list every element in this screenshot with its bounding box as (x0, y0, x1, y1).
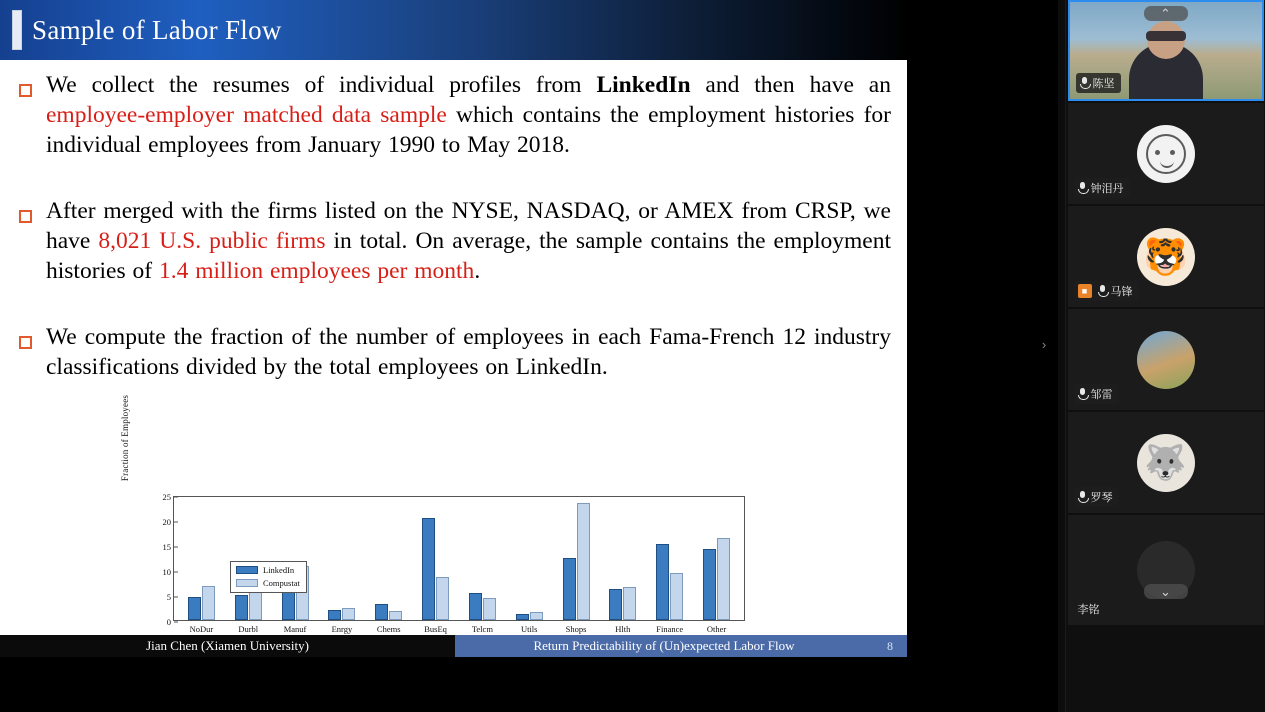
participant-nameplate-3 (1074, 384, 1119, 404)
chart-category-group (601, 497, 645, 634)
bullet-2-seg-5: . (474, 258, 481, 284)
chart-category-group (273, 497, 317, 634)
bullet-1-seg-1: We collect the resumes of individual profiles from (46, 72, 597, 98)
chart-bar (703, 549, 716, 621)
slide-footer (0, 635, 907, 657)
avatar (1137, 434, 1195, 492)
chart-y-tick-label: 15 (162, 542, 171, 552)
chart-x-tick-label: NoDur (189, 624, 214, 634)
chart-bar (422, 518, 435, 621)
chart-y-tick-label: 20 (162, 517, 171, 527)
participant-nameplate-0 (1076, 73, 1121, 93)
chart-category-group (507, 497, 551, 634)
chart-category-group (554, 497, 598, 634)
chart-bar (717, 538, 730, 620)
microphone-icon (1078, 491, 1087, 503)
chart-y-tick-mark (174, 547, 178, 548)
chart-y-tick-label: 0 (166, 617, 171, 627)
bullet-2-seg-1: After merged with the firms listed on the NYSE, NASDAQ, or AMEX from CRSP, we have (46, 198, 891, 254)
chart-bar (577, 503, 590, 621)
legend-entry-compustat (236, 578, 300, 588)
chart-bar (469, 593, 482, 620)
chart-bar (563, 558, 576, 621)
bullet-1-seg-3: and then have an (690, 72, 891, 98)
participant-tile-3[interactable] (1068, 309, 1264, 410)
legend-swatch-icon (236, 579, 258, 587)
chart-x-tick-label: Enrgy (331, 624, 353, 634)
bullet-marker-icon (19, 84, 32, 97)
chart-bar (235, 595, 248, 620)
chart-bar (609, 589, 622, 620)
chart-category-group (460, 497, 504, 634)
participant-name-5: 李铭 (1077, 603, 1100, 616)
participant-name-0: 陈坚 (1092, 77, 1115, 90)
participant-name-2: 马锋 (1110, 285, 1133, 298)
bullet-marker-icon (19, 210, 32, 223)
chart-category-group (179, 497, 223, 634)
chart-x-tick-label: Other (706, 624, 727, 634)
microphone-icon (1078, 182, 1087, 194)
status-badge: ■ (1078, 284, 1092, 298)
legend-entry-linkedin (236, 565, 300, 575)
chart-bar (530, 612, 543, 620)
slide-body (0, 60, 907, 657)
dog-avatar-icon: 🐺 (1144, 443, 1187, 482)
participant-nameplate-2 (1074, 281, 1139, 301)
bullet-2-seg-4: 1.4 million employees per month (158, 258, 475, 284)
bullet-text-1 (46, 70, 891, 160)
chart-category-group (648, 497, 692, 634)
chart-legend (230, 561, 307, 593)
participant-tile-2[interactable] (1068, 206, 1264, 307)
participant-name-1: 钟泪丹 (1090, 182, 1124, 195)
chart-bar (436, 577, 449, 620)
avatar (1137, 331, 1195, 389)
chart-bars-container (174, 497, 744, 634)
chart-category-group (414, 497, 458, 634)
title-accent-block (12, 10, 22, 50)
chart-y-tick-mark (174, 572, 178, 573)
participant-nameplate-5 (1074, 599, 1106, 619)
avatar (1137, 228, 1195, 286)
page-title: Sample of Labor Flow (32, 14, 282, 45)
bullet-2-seg-3: in total. On average, the sample contains the employment histories of (46, 228, 891, 284)
chart-bar (656, 544, 669, 620)
bullet-marker-icon (19, 336, 32, 349)
avatar (1137, 125, 1195, 183)
bullet-item-2 (10, 196, 893, 286)
bullet-3-seg-1: We compute the fraction of the number of employees in each Fama-French 12 industry classifications divided by the total employees on LinkedIn. (46, 324, 891, 380)
chart-bar (516, 614, 529, 621)
participant-tile-4[interactable] (1068, 412, 1264, 513)
scroll-down-icon[interactable]: ⌄ (1144, 584, 1188, 599)
chart-category-group (367, 497, 411, 634)
chart-x-tick-label: Hlth (615, 624, 631, 634)
microphone-icon (1080, 77, 1089, 89)
bullet-1-seg-2: LinkedIn (596, 72, 691, 98)
chart-y-tick-label: 10 (162, 567, 171, 577)
participant-nameplate-1 (1074, 178, 1130, 198)
chart-x-tick-label: Shops (565, 624, 587, 634)
chart-bar (328, 610, 341, 621)
chart-x-tick-label: Finance (656, 624, 684, 634)
participant-tile-5[interactable] (1068, 515, 1264, 625)
chart-bar (188, 597, 201, 620)
chart-y-tick-mark (174, 497, 178, 498)
chart-y-tick-mark (174, 597, 178, 598)
scroll-up-icon[interactable]: ⌃ (1144, 6, 1188, 21)
chart-bar (483, 598, 496, 621)
chart-y-axis-label: Fraction of Employees (120, 394, 130, 482)
chart-bar (389, 611, 402, 621)
bullet-1-seg-5: which contains the employment histories for individual employees from January 1990 to May 2018. (46, 102, 891, 158)
chart-y-tick-label: 5 (166, 592, 171, 602)
bullet-text-3 (46, 322, 891, 382)
chart-category-group (695, 497, 739, 634)
chart-bar (670, 573, 683, 621)
chart-y-tick-label: 25 (162, 492, 171, 502)
chart-bar (375, 604, 388, 621)
bullet-text-2 (46, 196, 891, 286)
participant-name-3: 邹雷 (1090, 388, 1113, 401)
participant-filmstrip[interactable] (1065, 0, 1265, 712)
microphone-icon (1098, 285, 1107, 297)
chart-bar (623, 587, 636, 620)
chart-y-tick-mark (174, 522, 178, 523)
bullet-item-3 (10, 322, 893, 382)
footer-author: Jian Chen (Xiamen University) (0, 635, 455, 657)
chart-plot-area (162, 492, 745, 634)
chart-x-tick-label: BusEq (424, 624, 447, 634)
slide-bottom-strip (0, 657, 907, 682)
participant-nameplate-4 (1074, 487, 1119, 507)
chart-category-group (320, 497, 364, 634)
collapse-panel-button[interactable]: › (1041, 336, 1047, 352)
chart-category-group (226, 497, 270, 634)
bullet-2-seg-2: 8,021 U.S. public firms (98, 228, 326, 254)
legend-swatch-icon (236, 566, 258, 574)
chart-x-tick-label: Utils (520, 624, 538, 634)
bullet-item-1 (10, 70, 893, 160)
legend-label-compustat: Compustat (263, 578, 300, 588)
microphone-icon (1078, 388, 1087, 400)
participant-name-4: 罗琴 (1090, 491, 1113, 504)
chart-x-tick-label: Telcm (471, 624, 493, 634)
chart-y-tick-mark (174, 622, 178, 623)
industry-fraction-bar-chart (120, 394, 756, 653)
bullet-1-seg-4: employee-employer matched data sample (46, 102, 447, 128)
tiger-avatar-icon: 🐯 (1143, 235, 1188, 277)
face-icon (1146, 134, 1186, 174)
footer-paper-title: Return Predictability of (Un)expected Labor Flow (455, 635, 873, 657)
chart-x-tick-label: Manuf (283, 624, 307, 634)
slide-title-bar (0, 0, 907, 60)
chart-bar (202, 586, 215, 621)
participant-tile-0[interactable] (1068, 0, 1264, 101)
footer-page-number: 8 (873, 635, 907, 657)
chart-x-tick-label: Durbl (238, 624, 259, 634)
participant-tile-1[interactable] (1068, 103, 1264, 204)
chart-bar (342, 608, 355, 620)
legend-label-linkedin: LinkedIn (263, 565, 295, 575)
chart-x-tick-label: Chems (376, 624, 401, 634)
